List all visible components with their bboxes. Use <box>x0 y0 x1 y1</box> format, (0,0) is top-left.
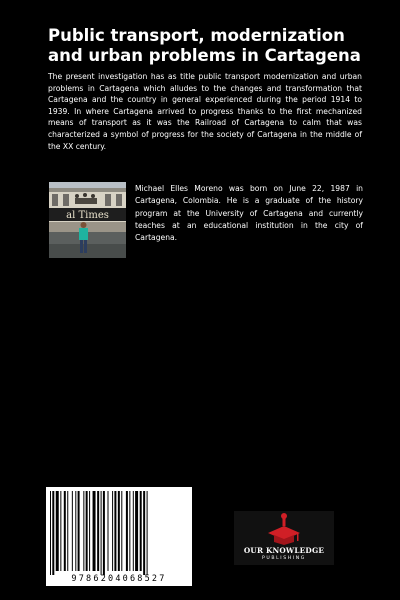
barcode-bar <box>103 491 105 575</box>
barcode-bar <box>78 491 80 571</box>
isbn-barcode <box>46 487 192 586</box>
barcode-bar <box>114 491 116 571</box>
publisher-logo <box>234 511 334 565</box>
barcode-bar <box>133 491 134 571</box>
barcode-bar <box>67 491 68 571</box>
barcode-bar <box>75 491 76 571</box>
barcode-bar <box>52 491 54 575</box>
barcode-bar <box>126 491 128 571</box>
barcode-bar <box>64 491 66 571</box>
barcode-bar <box>60 491 61 571</box>
publisher-name: OUR KNOWLEDGE <box>243 546 325 555</box>
barcode-bar <box>108 491 109 571</box>
photo-sign-text: al Times <box>66 210 109 221</box>
barcode-bar <box>112 491 113 571</box>
book-title: Public transport, modernization and urban problems in Cartagena <box>48 26 361 65</box>
publisher-subtitle: PUBLISHING <box>262 556 306 561</box>
barcode-bar <box>89 491 90 571</box>
book-abstract: The present investigation has as title public transport modernization and urban problems in Cartagena which alludes to the changes and transformation that Cartagena and the country in general experienced during the period 1914 to 1939. In where Cartagena arrived to progress thanks to the first mechanized means of transport as it was the Railroad of Cartagena to calm that was characterized a symbol of progress for the society of Cartagena in the middle of the XX century. <box>48 72 362 151</box>
barcode-bars <box>46 487 192 575</box>
barcode-bar <box>72 491 73 571</box>
author-photo <box>49 182 126 258</box>
barcode-bar <box>93 491 96 571</box>
barcode-bar <box>143 491 145 575</box>
graduation-cap-icon <box>234 511 334 545</box>
barcode-bar <box>97 491 99 571</box>
barcode-bar <box>140 491 142 571</box>
barcode-bar <box>118 491 120 571</box>
barcode-bar <box>56 491 59 571</box>
barcode-bar <box>129 491 130 571</box>
barcode-bar <box>86 491 88 571</box>
barcode-bar <box>135 491 138 571</box>
author-photo-image <box>49 182 126 258</box>
barcode-bar <box>121 491 122 571</box>
barcode-bar <box>83 491 84 571</box>
isbn-number: 9786204068527 <box>71 574 167 584</box>
barcode-bar <box>50 491 51 575</box>
barcode-bar <box>101 491 102 575</box>
barcode-bar <box>147 491 148 575</box>
author-bio: Michael Elles Moreno was born on June 22, 1987 in Cartagena, Colombia. He is a graduate of the history program at the University of Cartagena and currently teaches at an educational institution in the city of Cartagena. <box>135 184 363 243</box>
